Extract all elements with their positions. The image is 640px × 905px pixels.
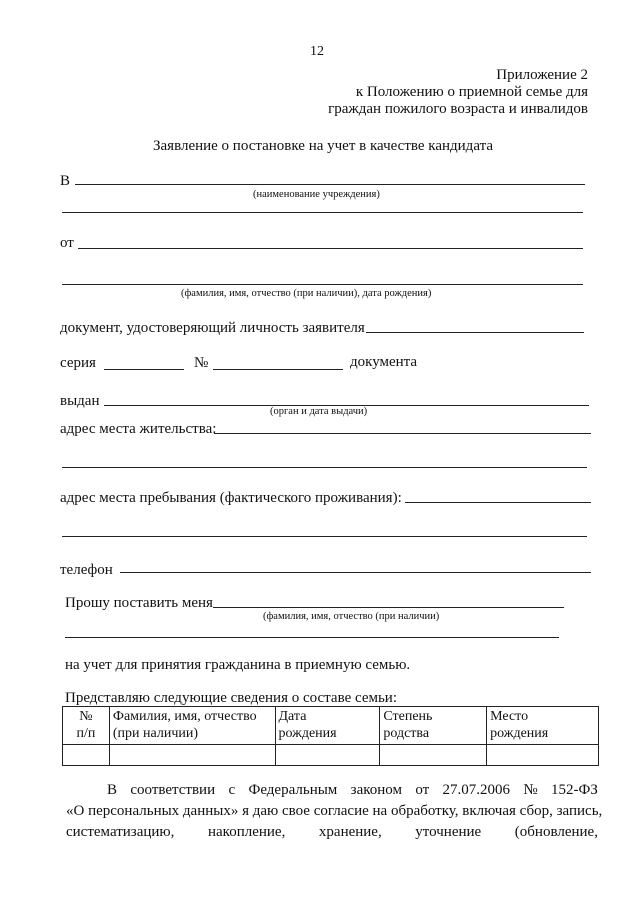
stay-address-input-line[interactable] [405, 502, 591, 503]
column-number: № п/п [63, 707, 110, 745]
family-table-header [63, 707, 599, 745]
column-birth-place: Место рождения [487, 707, 599, 745]
column-full-name: Фамилия, имя, отчество (при наличии) [109, 707, 275, 745]
table-cell[interactable] [109, 745, 275, 766]
applicant-input-line-2[interactable] [62, 284, 583, 285]
purpose-text: на учет для принятия гражданина в приемную семью. [65, 657, 411, 673]
phone-label: телефон [60, 562, 113, 578]
appendix-line-2: к Положению о приемной семье для [355, 84, 588, 100]
phone-input-line[interactable] [120, 572, 591, 573]
consent-line-2: «О персональных данных» я даю свое согласие на обработку, включая сбор, запись, [66, 803, 603, 819]
applicant-input-line[interactable] [78, 248, 583, 249]
stay-address-input-line-2[interactable] [62, 536, 587, 537]
id-document-label: документ, удостоверяющий личность заявителя [60, 320, 365, 336]
issued-caption: (орган и дата выдачи) [270, 406, 368, 417]
residence-input-line[interactable] [214, 433, 591, 434]
issued-label: выдан [60, 393, 100, 409]
stay-address-label: адрес места пребывания (фактического проживания): [60, 490, 402, 506]
table-cell[interactable] [487, 745, 599, 766]
request-label: Прошу поставить меня [65, 595, 213, 611]
number-label: № [194, 355, 209, 371]
institution-input-line[interactable] [75, 184, 585, 185]
appendix-line-1: Приложение 2 [496, 67, 588, 83]
table-cell[interactable] [63, 745, 110, 766]
institution-input-line-2[interactable] [62, 212, 583, 213]
id-document-input-line[interactable] [366, 332, 584, 333]
consent-paragraph [66, 780, 603, 843]
series-label: серия [60, 355, 96, 371]
institution-caption: (наименование учреждения) [253, 189, 380, 200]
request-name-input-line-2[interactable] [65, 637, 559, 638]
table-row [63, 745, 599, 766]
appendix-line-3: граждан пожилого возраста и инвалидов [328, 101, 588, 117]
series-input-line[interactable] [104, 369, 184, 370]
applicant-caption: (фамилия, имя, отчество (при наличии), дата рождения) [181, 288, 432, 299]
family-intro: Представляю следующие сведения о составе семьи: [65, 690, 397, 706]
document-title: Заявление о постановке на учет в качестве кандидата [153, 138, 493, 154]
page-number: 12 [310, 44, 324, 59]
consent-line-3: систематизацию, накопление, хранение, уточнение (обновление, [66, 824, 598, 840]
to-prefix: В [60, 173, 71, 189]
table-cell[interactable] [275, 745, 380, 766]
document-word: документа [350, 354, 418, 370]
residence-input-line-2[interactable] [62, 467, 587, 468]
table-cell[interactable] [380, 745, 487, 766]
request-caption: (фамилия, имя, отчество (при наличии) [263, 611, 440, 622]
number-input-line[interactable] [213, 369, 343, 370]
column-kinship: Степень родства [380, 707, 487, 745]
appendix-header [328, 67, 588, 118]
column-birth-date: Дата рождения [275, 707, 380, 745]
residence-label: адрес места жительства: [60, 421, 217, 437]
request-name-input-line[interactable] [213, 607, 564, 608]
consent-line-1: В соответствии с Федеральным законом от 27.07.2006 № 152-ФЗ [107, 782, 598, 798]
from-prefix: от [60, 235, 74, 251]
family-table [62, 706, 599, 766]
